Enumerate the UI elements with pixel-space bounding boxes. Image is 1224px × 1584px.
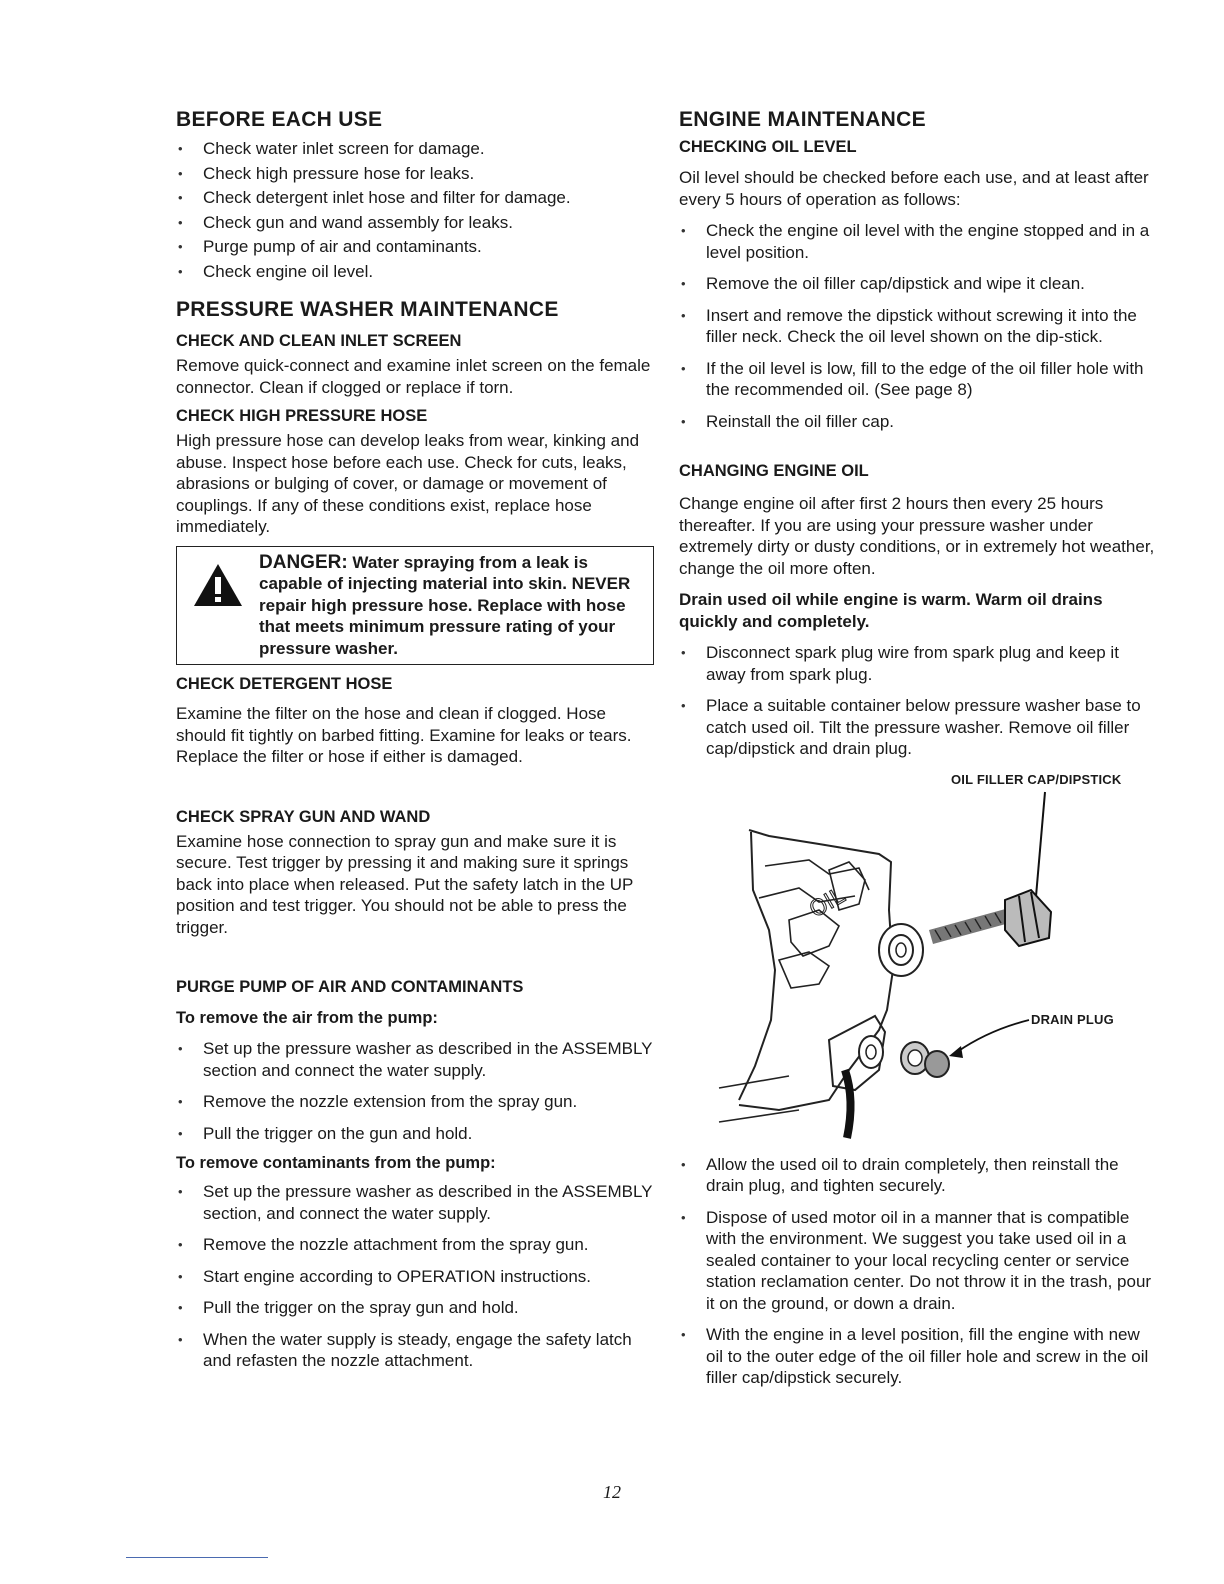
inlet-screen-text: Remove quick-connect and examine inlet screen on the female connector. Clean if clogged or replace if torn. xyxy=(176,356,651,397)
drain-plug-label: DRAIN PLUG xyxy=(1031,1011,1114,1027)
detergent-hose-heading: CHECK DETERGENT HOSE xyxy=(176,675,393,693)
pressure-washer-maintenance-heading: PRESSURE WASHER MAINTENANCE xyxy=(176,298,559,321)
drain-warm-text: Drain used oil while engine is warm. Warm oil drains quickly and completely. xyxy=(679,590,1103,631)
list-item: • Disconnect spark plug wire from spark plug and keep it away from spark plug. xyxy=(679,642,1157,685)
list-item: • Check high pressure hose for leaks. xyxy=(176,163,654,185)
page-number: 12 xyxy=(603,1482,621,1502)
engine-illustration xyxy=(679,770,1157,1150)
list-item: • Set up the pressure washer as described in the ASSEMBLY section, and connect the water supply. xyxy=(176,1181,654,1224)
list-item: • Remove the nozzle attachment from the spray gun. xyxy=(176,1234,654,1256)
remove-contaminants-list xyxy=(176,1181,654,1372)
list-item: • Check engine oil level. xyxy=(176,261,654,283)
inlet-screen-heading: CHECK AND CLEAN INLET SCREEN xyxy=(176,332,462,350)
right-column xyxy=(679,100,1157,1399)
list-item: • Place a suitable container below pressure washer base to catch used oil. Tilt the pressure washer. Remove oil filler cap/dipstick and drain plug. xyxy=(679,695,1157,760)
danger-label: DANGER: xyxy=(259,551,348,573)
danger-message: Water spraying from a leak is capable of injecting material into skin. NEVER repair high pressure hose. Replace with hose that meets minimum pressure rating of your pressure washer. xyxy=(259,552,631,658)
changing-oil-heading: CHANGING ENGINE OIL xyxy=(679,462,869,480)
after-drain-list xyxy=(679,1154,1157,1389)
list-item: • Check water inlet screen for damage. xyxy=(176,138,654,160)
changing-oil-list xyxy=(679,642,1157,760)
spray-gun-heading: CHECK SPRAY GUN AND WAND xyxy=(176,807,431,826)
danger-text xyxy=(259,552,643,660)
remove-air-list xyxy=(176,1038,654,1144)
checking-oil-text: Oil level should be checked before each use, and at least after every 5 hours of operation as follows: xyxy=(679,168,1149,209)
list-item: • Set up the pressure washer as described in the ASSEMBLY section and connect the water supply. xyxy=(176,1038,654,1081)
list-item: • Start engine according to OPERATION instructions. xyxy=(176,1266,654,1288)
list-item: • Check detergent inlet hose and filter for damage. xyxy=(176,187,654,209)
spray-gun-text: Examine hose connection to spray gun and make sure it is secure. Test trigger by pressing it and making sure it springs back into place when released. Put the safety latch in the UP position and test trigger. You should not be able to press the trigger. xyxy=(176,831,634,937)
list-item: • When the water supply is steady, engage the safety latch and refasten the nozzle attachment. xyxy=(176,1329,654,1372)
before-each-use-heading: BEFORE EACH USE xyxy=(176,108,383,131)
dipstick-label: OIL FILLER CAP/DIPSTICK xyxy=(951,771,1122,787)
left-column xyxy=(176,100,654,1382)
list-item: • Pull the trigger on the gun and hold. xyxy=(176,1123,654,1145)
remove-air-heading: To remove the air from the pump: xyxy=(176,1009,438,1027)
list-item: • Remove the oil filler cap/dipstick and wipe it clean. xyxy=(679,273,1157,295)
checking-oil-heading: CHECKING OIL LEVEL xyxy=(679,138,857,156)
before-each-use-list xyxy=(176,138,654,282)
high-pressure-hose-text: High pressure hose can develop leaks from wear, kinking and abuse. Inspect hose before each use. Check for cuts, leaks, abrasions or bulging of cover, or damage or movement of couplings. If any of these conditions exist, replace hose immediately. xyxy=(176,431,640,536)
list-item: • Check the engine oil level with the engine stopped and in a level position. xyxy=(679,220,1157,263)
engine-maintenance-heading: ENGINE MAINTENANCE xyxy=(679,108,926,131)
footer-line xyxy=(126,1557,268,1558)
oil-drain-figure xyxy=(679,770,1157,1150)
list-item: • Reinstall the oil filler cap. xyxy=(679,411,1157,433)
checking-oil-list xyxy=(679,220,1157,432)
list-item: • Remove the nozzle extension from the spray gun. xyxy=(176,1091,654,1113)
list-item: • Purge pump of air and contaminants. xyxy=(176,236,654,258)
warning-triangle-icon xyxy=(177,552,259,608)
danger-warning-box xyxy=(176,546,654,666)
high-pressure-hose-heading: CHECK HIGH PRESSURE HOSE xyxy=(176,407,428,425)
changing-oil-text: Change engine oil after first 2 hours then every 25 hours thereafter. If you are using your pressure washer under extremely dirty or dusty conditions, or in extremely hot weather, change the oil more often. xyxy=(679,494,1155,578)
detergent-hose-text: Examine the filter on the hose and clean if clogged. Hose should fit tightly on barbed fitting. Examine for leaks or tears. Replace the filter or hose if either is damaged. xyxy=(176,704,632,766)
svg-text:OIL: OIL xyxy=(805,883,850,923)
purge-heading: PURGE PUMP OF AIR AND CONTAMINANTS xyxy=(176,978,524,996)
list-item: • Pull the trigger on the spray gun and hold. xyxy=(176,1297,654,1319)
list-item: • With the engine in a level position, fill the engine with new oil to the outer edge of the oil filler hole and screw in the oil filler cap/dipstick securely. xyxy=(679,1324,1157,1389)
remove-contaminants-heading: To remove contaminants from the pump: xyxy=(176,1154,496,1172)
list-item: • Allow the used oil to drain completely, then reinstall the drain plug, and tighten securely. xyxy=(679,1154,1157,1197)
list-item: • If the oil level is low, fill to the edge of the oil filler hole with the recommended oil. (See page 8) xyxy=(679,358,1157,401)
list-item: • Check gun and wand assembly for leaks. xyxy=(176,212,654,234)
list-item: • Dispose of used motor oil in a manner that is compatible with the environment. We suggest you take used oil in a sealed container to your local recycling center or service station reclamation center. Do not throw it in the trash, pour it on the ground, or down a drain. xyxy=(679,1207,1157,1315)
list-item: • Insert and remove the dipstick without screwing it into the filler neck. Check the oil level shown on the dip-stick. xyxy=(679,305,1157,348)
